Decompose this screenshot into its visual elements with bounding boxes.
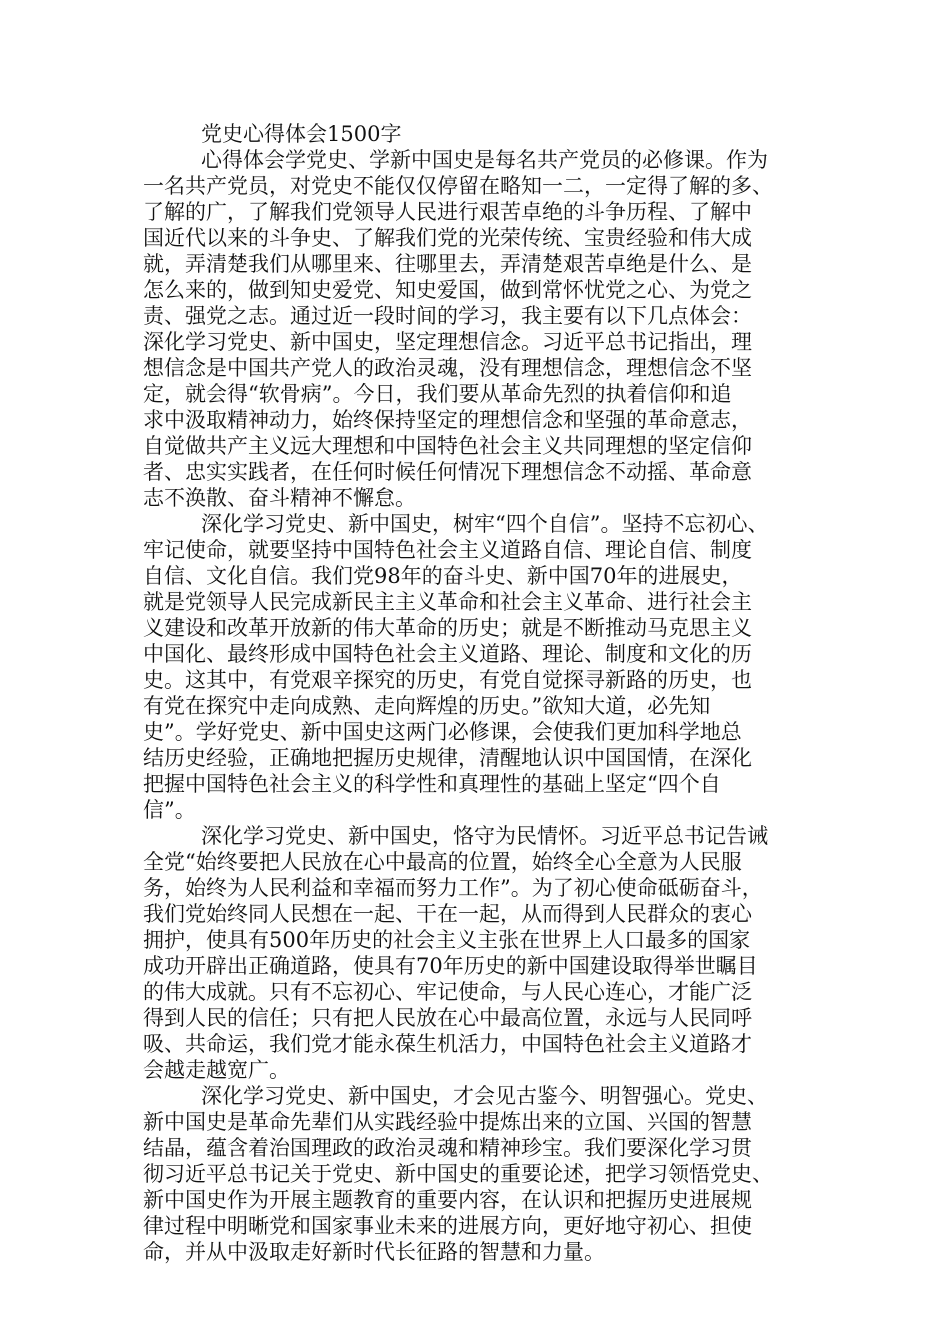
text-line: 想信念是中国共产党人的政治灵魂，没有理想信念，理想信念不坚 <box>143 356 752 380</box>
text-line: 全党“始终要把人民放在心中最高的位置，始终全心全意为人民服 <box>143 850 742 874</box>
text-line: 自信、文化自信。我们党98年的奋斗史、新中国70年的进展史， <box>143 564 743 588</box>
text-line: 结晶，蕴含着治国理政的政治灵魂和精神珍宝。我们要深化学习贯 <box>143 1136 752 1160</box>
text-line: 拥护，使具有500年历史的社会主义主张在世界上人口最多的国家 <box>143 928 751 952</box>
text-line: 有党在探究中走向成熟、走向辉煌的历史。”欲知大道，必先知 <box>143 694 711 718</box>
text-line: 彻习近平总书记关于党史、新中国史的重要论述，把学习领悟党史、 <box>143 1162 773 1186</box>
text-line: 会越走越宽广。 <box>143 1058 290 1082</box>
text-line: 义建设和改革开放新的伟大革命的历史；就是不断推动马克思主义 <box>143 616 752 640</box>
text-line: 结历史经验，正确地把握历史规律，清醒地认识中国国情，在深化 <box>143 746 752 770</box>
text-line: 新中国史作为开展主题教育的重要内容，在认识和把握历史进展规 <box>143 1188 752 1212</box>
document-title: 党史心得体会1500字 <box>201 122 402 146</box>
text-line: 深化学习党史、新中国史，才会见古鉴今、明智强心。党史、 <box>201 1084 768 1108</box>
text-line: 信”。 <box>143 798 196 822</box>
text-line: 得到人民的信任；只有把人民放在心中最高位置，永远与人民同呼 <box>143 1006 752 1030</box>
text-line: 志不涣散、奋斗精神不懈怠。 <box>143 486 416 510</box>
text-line: 深化学习党史、新中国史，恪守为民情怀。习近平总书记告诫 <box>201 824 768 848</box>
text-line: 者、忠实实践者，在任何时候任何情况下理想信念不动摇、革命意 <box>143 460 752 484</box>
text-line: 我们党始终同人民想在一起、干在一起，从而得到人民群众的衷心 <box>143 902 752 926</box>
text-line: 中国化、最终形成中国特色社会主义道路、理论、制度和文化的历 <box>143 642 752 666</box>
text-line: 命，并从中汲取走好新时代长征路的智慧和力量。 <box>143 1240 605 1264</box>
text-line: 一名共产党员，对党史不能仅仅停留在略知一二，一定得了解的多、 <box>143 174 773 198</box>
text-line: 深化学习党史、新中国史，坚定理想信念。习近平总书记指出，理 <box>143 330 752 354</box>
text-line: 求中汲取精神动力，始终保持坚定的理想信念和坚强的革命意志， <box>143 408 752 432</box>
document-body <box>143 121 808 1265</box>
text-line: 定，就会得“软骨病”。今日，我们要从革命先烈的执着信仰和追 <box>143 382 732 406</box>
text-line: 深化学习党史、新中国史，树牢“四个自信”。坚持不忘初心、 <box>201 512 769 536</box>
text-line: 就，弄清楚我们从哪里来、往哪里去，弄清楚艰苦卓绝是什么、是 <box>143 252 752 276</box>
text-line: 吸、共命运，我们党才能永葆生机活力，中国特色社会主义道路才 <box>143 1032 752 1056</box>
text-line: 责、强党之志。通过近一段时间的学习，我主要有以下几点体会： <box>143 304 752 328</box>
text-line: 史。这其中，有党艰辛探究的历史，有党自觉探寻新路的历史，也 <box>143 668 752 692</box>
text-line: 史”。学好党史、新中国史这两门必修课，会使我们更加科学地总 <box>143 720 742 744</box>
text-line: 就是党领导人民完成新民主主义革命和社会主义革命、进行社会主 <box>143 590 752 614</box>
text-line: 的伟大成就。只有不忘初心、牢记使命，与人民心连心，才能广泛 <box>143 980 752 1004</box>
text-line: 务，始终为人民利益和幸福而努力工作”。为了初心使命砥砺奋斗， <box>143 876 763 900</box>
text-line: 成功开辟出正确道路，使具有70年历史的新中国建设取得举世瞩目 <box>143 954 758 978</box>
text-line: 怎么来的，做到知史爱党、知史爱国，做到常怀忧党之心、为党之 <box>143 278 752 302</box>
text-line: 自觉做共产主义远大理想和中国特色社会主义共同理想的坚定信仰 <box>143 434 752 458</box>
text-line: 心得体会学党史、学新中国史是每名共产党员的必修课。作为 <box>201 148 768 172</box>
text-line: 牢记使命，就要坚持中国特色社会主义道路自信、理论自信、制度 <box>143 538 752 562</box>
text-line: 把握中国特色社会主义的科学性和真理性的基础上坚定“四个自 <box>143 772 721 796</box>
text-line: 律过程中明晰党和国家事业未来的进展方向，更好地守初心、担使 <box>143 1214 752 1238</box>
text-line: 国近代以来的斗争史、了解我们党的光荣传统、宝贵经验和伟大成 <box>143 226 752 250</box>
text-line: 了解的广，了解我们党领导人民进行艰苦卓绝的斗争历程、了解中 <box>143 200 752 224</box>
text-line: 新中国史是革命先辈们从实践经验中提炼出来的立国、兴国的智慧 <box>143 1110 752 1134</box>
